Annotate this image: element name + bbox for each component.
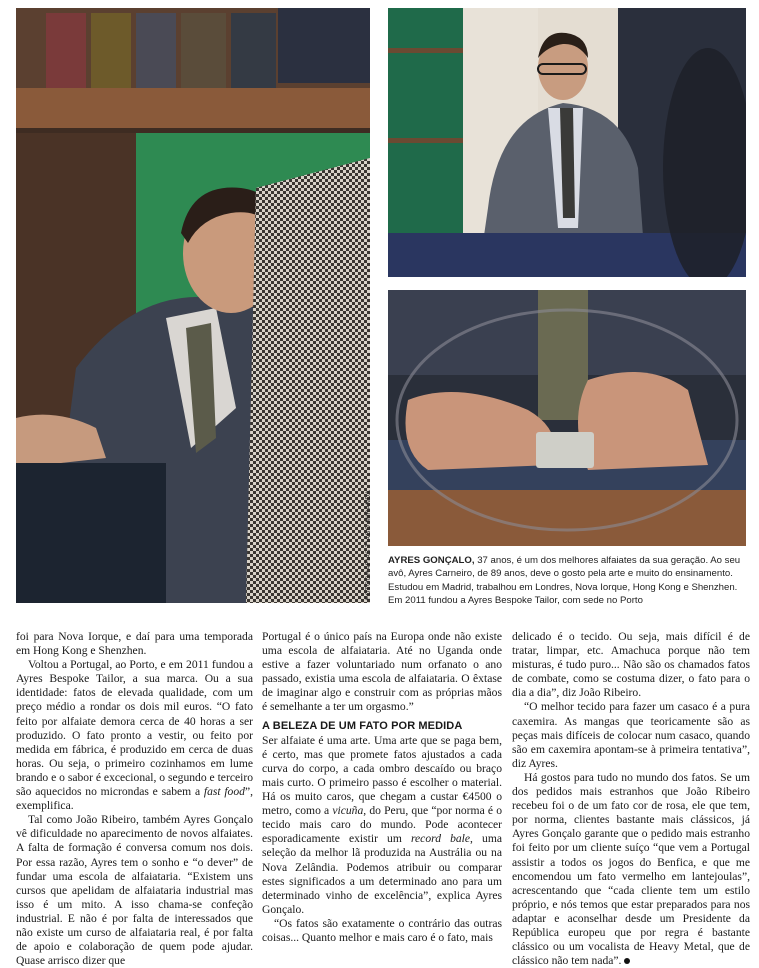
tailor-seated-photo — [388, 8, 746, 277]
photo-credit: FOTOGRAFIAS TIAGO MIRANDA — [365, 489, 372, 600]
chalk-hands-photo — [388, 290, 746, 546]
caption-name: AYRES GONÇALO, — [388, 555, 475, 566]
paragraph: “Os fatos são exatamente o contrário das outras coisas... Quanto melhor e mais caro é o fato, mais — [262, 916, 502, 944]
end-of-article-icon — [624, 958, 630, 964]
paragraph: Há gostos para tudo no mundo dos fatos. Se um dos pedidos mais estranhos que João Ribeiro recebeu foi o de um fato cor de rosa, ele que tem, por norma, clientes bastante mais clássicos, já Ayres Gonçalo garante que o pedido mais estranho foi feito por um cliente suíço “que vem a Portugal assistir a todos os jogos do Benfica, e que me encomendou um fato vermelho em lantejoulas”, acrescentando que “cada cliente tem um estilo próprio, e nós temos que estar preparados para nos adaptar e aconselhar desde um Presidente da República europeu que por regra é bastante clássico ou um vocalista de Heavy Metal, que de clássico não tem nada”. — [512, 770, 750, 968]
section-heading: A BELEZA DE UM FATO POR MEDIDA — [262, 719, 463, 732]
paragraph: Portugal é o único país na Europa onde não existe uma escola de alfaiataria. Até no Uganda onde estive a fazer voluntariado num orfanato o ano passado, existia uma escola de alfaiataria. O êxtase de imaginar algo e construir com as próprias mãos é semelhante a ter um orgasmo.” — [262, 630, 502, 714]
paragraph: “O melhor tecido para fazer um casaco é a pura caxemira. As mangas que teoricamente são as peças mais difíceis de colocar num casaco, quando são em caxemira apontam-se à primeira tentativa”, diz Ayres. — [512, 700, 750, 770]
paragraph: Tal como João Ribeiro, também Ayres Gonçalo vê dificuldade no aparecimento de novos alfaiates. A falta de formação é conversa comum nos dois. Por essa razão, Ayres tem o sonho e “o dever” de fundar uma escola de alfaiataria. “Existem uns cursos que apelidam de alfaiataria industrial mas isso é um mito. A isso chama-se confeção industrial. E não é por falta de interessados que não existe um curso de alfaiataria real, é por falta de apoio e colaboração de quem pode ajudar. Quase arrisco dizer que — [16, 813, 253, 968]
tailor-portrait-photo — [16, 8, 370, 603]
photo-caption — [388, 554, 748, 608]
paragraph: Voltou a Portugal, ao Porto, e em 2011 fundou a Ayres Bespoke Tailor, a sua marca. Ou a sua identidade: fatos de elevada qualidade, com um preço médio a rondar os dois mil euros. “O fato feito por alfaiate demora cerca de 40 horas a ser produzido. O fato pronto a vestir, ou feito por medida em fábrica, é produzido em cerca de duas horas. Ou seja, o primeiro cozinhamos em lume brando e o sabor é excecional, o segundo e terceiro são aquecidos no microndas e sabem a fast food”, exemplifica. — [16, 658, 253, 813]
paragraph: Ser alfaiate é uma arte. Uma arte que se paga bem, é certo, mas que promete fatos ajustados a cada curva do corpo, a cada ombro descaído ou braço mais curto. O primeiro passo é escolher o material. Há os muito caros, que chegam a custar €4500 o metro, como a vicuña, do Peru, que “por norma é o tecido mais caro do mundo. Pode acontecer esporadicamente existir um record bale, uma seleção da melhor lã produzida na Austrália ou na Nova Zelândia. Podemos atribuir ou comparar estes significados a um determinado ano para um determinado vinho de excelência”, explica Ayres Gonçalo. — [262, 733, 502, 916]
article-column-1 — [16, 630, 253, 968]
article-column-3 — [512, 630, 750, 968]
article-column-2 — [262, 630, 502, 945]
paragraph: foi para Nova Iorque, e daí para uma temporada em Hong Kong e Shenzhen. — [16, 630, 253, 658]
caption-text: 37 anos, é um dos melhores alfaiates da sua geração. Ao seu avô, Ayres Carneiro, de 89 anos, deve o gosto pela arte e muito do ensinamento. Estudou em Madrid, trabalhou em Londres, Nova Iorque, Hong Kong e Shenzhen. Em 2011 fundou a Ayres Bespoke Tailor, com sede no Porto — [388, 555, 741, 607]
paragraph: delicado é o tecido. Ou seja, mais difícil é de tratar, limpar, etc. Amachuca porque não tem misturas, é tudo puro... Não são os chamados fatos de combate, como se costuma dizer, o fato para o dia a dia”, diz João Ribeiro. — [512, 630, 750, 700]
